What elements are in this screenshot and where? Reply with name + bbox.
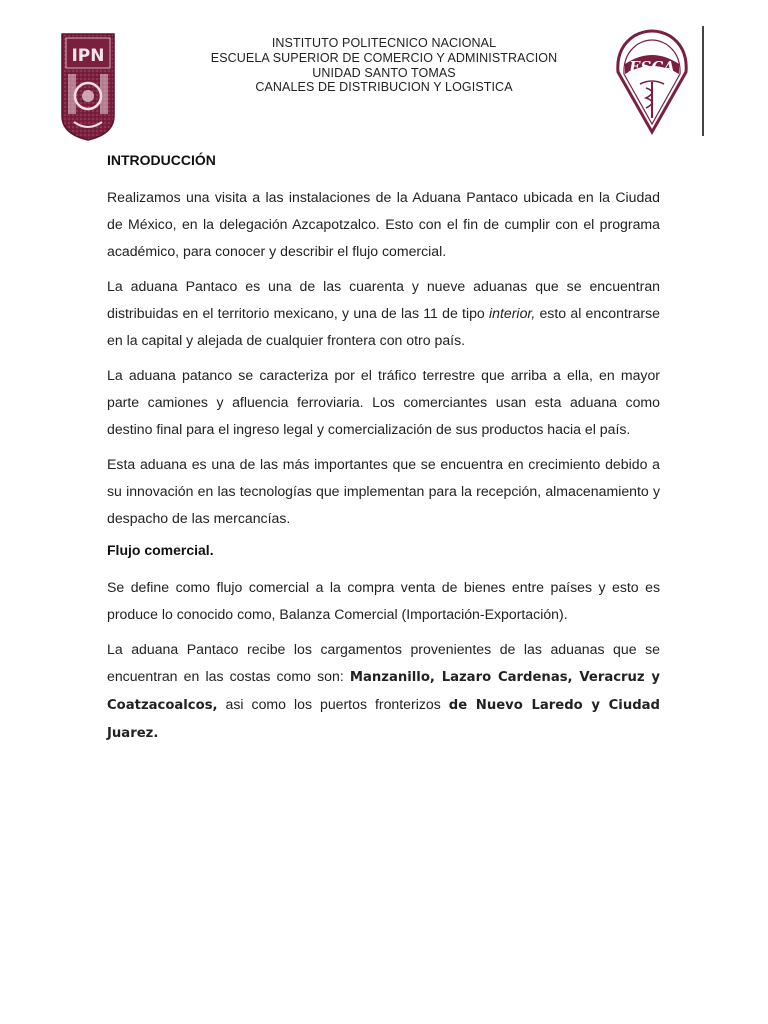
intro-paragraph-2-start: La aduana Pantaco es una de las cuarenta y nueve aduanas que se encuentran distribuidas en el territorio mexicano, y una de las 11 de tipo bbox=[107, 278, 660, 321]
flujo-heading: Flujo comercial. bbox=[107, 542, 214, 558]
ipn-logo-letters: IPN bbox=[71, 46, 105, 66]
header-line-institute: INSTITUTO POLITECNICO NACIONAL bbox=[271, 36, 497, 50]
flujo-paragraph-2 bbox=[107, 636, 660, 747]
intro-heading: INTRODUCCIÓN bbox=[107, 152, 216, 168]
intro-paragraph-1: Realizamos una visita a las instalaciones de la Aduana Pantaco ubicada en la Ciudad de México, en la delegación Azcapotzalco. Esto con el fin de cumplir con el programa académico, para conocer y describir el flujo comercial. bbox=[107, 189, 660, 259]
intro-paragraph-3: La aduana patanco se caracteriza por el tráfico terrestre que arriba a ella, en mayor parte camiones y afluencia ferroviaria. Los comerciantes usan esta aduana como destino final para el ingreso legal y comercialización de sus productos hacia el país. bbox=[107, 367, 660, 437]
intro-paragraph-4: Esta aduana es una de las más importantes que se encuentra en crecimiento debido a su innovación en las tecnologías que implementan para la recepción, almacenamiento y despacho de las mercancías. bbox=[107, 456, 660, 526]
flujo-paragraph-2-start: La aduana Pantaco recibe los cargamentos provenientes de las aduanas que se encuentran en las costas como son: bbox=[107, 641, 660, 684]
header-line-unit: UNIDAD SANTO TOMAS bbox=[312, 65, 456, 80]
esca-logo-letters: ESCA bbox=[629, 58, 675, 76]
document-body bbox=[107, 150, 660, 755]
intro-paragraph-2 bbox=[107, 273, 660, 354]
header-institution-lines bbox=[150, 36, 618, 95]
intro-paragraph-2-end: esto al encontrarse en la capital y alejada de cualquier frontera con otro país. bbox=[107, 305, 660, 348]
header-vertical-rule bbox=[702, 26, 704, 136]
flujo-paragraph-1: Se define como flujo comercial a la compra venta de bienes entre países y esto es produce lo conocido como, Balanza Comercial (Importación-Exportación). bbox=[107, 579, 660, 622]
flujo-coastal-ports: Manzanillo, Lazaro Cardenas, Veracruz y Coatzacoalcos, bbox=[107, 670, 661, 713]
ipn-logo bbox=[56, 30, 120, 142]
flujo-paragraph-2-middle: asi como los puertos fronterizos bbox=[217, 696, 449, 712]
header-line-course: CANALES DE DISTRIBUCION Y LOGISTICA bbox=[255, 80, 513, 95]
document-header bbox=[0, 0, 768, 145]
flujo-border-ports: de Nuevo Laredo y Ciudad Juarez. bbox=[107, 698, 660, 741]
header-line-school: ESCUELA SUPERIOR DE COMERCIO Y ADMINISTRACION bbox=[210, 50, 558, 65]
esca-logo bbox=[612, 26, 692, 136]
intro-paragraph-2-italic: interior, bbox=[489, 305, 536, 321]
